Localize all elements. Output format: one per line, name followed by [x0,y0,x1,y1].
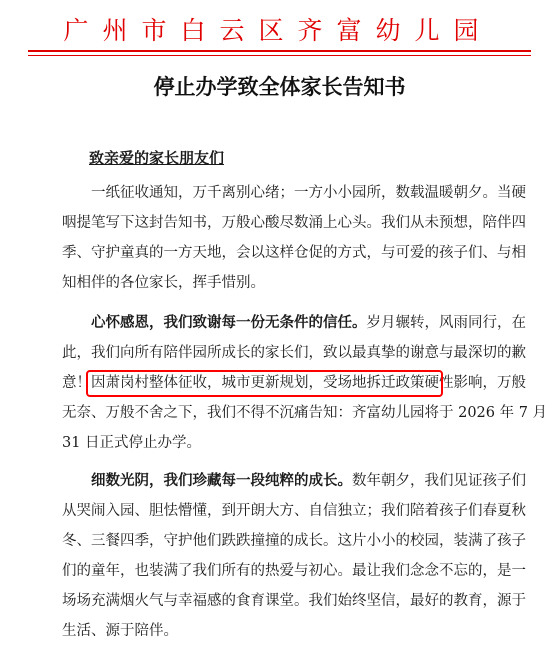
paragraph-line: 季、守护童真的一方天地，会以这样仓促的方式，与可爱的孩子们、与相 [62,245,526,261]
paragraph-line: 咽提笔写下这封告知书，万般心酸尽数涌上心头。我们从未预想，陪伴四 [62,215,526,231]
paragraph-lead: 细数光阴，我们珍藏每一段纯粹的成长。 [91,472,352,489]
header-divider-thin [28,55,531,56]
header-divider-thick [28,50,531,52]
paragraph-line [62,308,526,338]
highlight-box [86,370,443,397]
paragraph-line: 们的童年，也装满了我们所有的热爱与初心。最让我们念念不忘的，是一 [62,563,526,579]
paragraph-text: 数年朝夕，我们见证孩子们 [352,473,526,489]
paragraph-line: 此，我们向所有陪伴园所成长的家长们，致以最真挚的谢意与最深切的歉 [62,345,526,361]
paragraph-line: 冬、三餐四季，守护他们跌跌撞撞的成长。这片小小的校园，装满了孩子 [62,533,526,549]
paragraph-line: 生活、源于陪伴。 [62,623,178,639]
paragraph-line: 无奈、万般不舍之下，我们不得不沉痛告知：齐富幼儿园将于 2026 年 7 月 [62,405,548,421]
paragraph-line: 意！因萧岗村整体征收，城市更新规划，受场地拆迁政策硬性影响，万般 [62,375,526,391]
paragraph-line: 知相伴的各位家长，挥手惜别。 [62,275,265,291]
paragraph-1 [62,178,526,298]
paragraph-line: 31 日正式停止办学。 [62,435,202,451]
document-title: 停止办学致全体家长告知书 [153,74,406,99]
paragraph-line: 一纸征收通知，万千离别心绪；一方小小园所，数载温暖朝夕。当硬 [91,185,526,201]
paragraph-lead: 心怀感恩，我们致谢每一份无条件的信任。 [91,314,367,331]
paragraph-line: 场场充满烟火气与幸福感的食育课堂。我们始终坚信，最好的教育，源于 [62,593,526,609]
salutation: 致亲爱的家长朋友们 [89,149,225,167]
paragraph-line: 从哭闹入园、胆怯懵懂，到开朗大方、自信独立；我们陪着孩子们春夏秋 [62,503,526,519]
school-name-header: 广州市白云区齐富幼儿园 [63,16,493,45]
paragraph-line [62,466,526,496]
paragraph-text: 岁月辗转，风雨同行，在 [366,315,526,331]
paragraph-3 [62,466,526,646]
